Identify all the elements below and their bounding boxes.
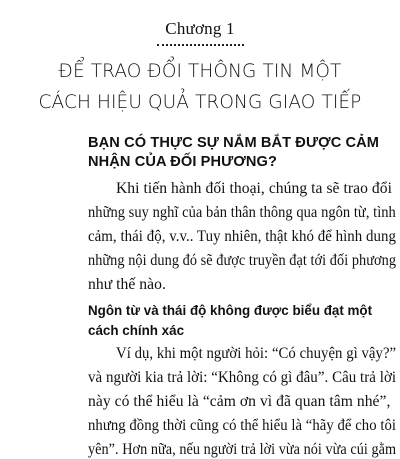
chapter-title-line-2: CÁCH HIỆU QUẢ TRONG GIAO TIẾP [38, 92, 362, 113]
subsection-heading-line-1: Ngôn từ và thái độ không được biểu đạt một [88, 303, 373, 318]
chapter-label: Chương 1 [165, 19, 235, 38]
paragraph-1-line-2: những suy nghĩ của bản thân thông qua ngôn từ, tình [88, 204, 396, 221]
subsection-heading-line-2: cách chính xác [88, 323, 185, 338]
section-heading-line-1: BẠN CÓ THỰC SỰ NẮM BẮT ĐƯỢC CẢM [88, 135, 380, 151]
paragraph-2-line-4: nhưng đồng thời cũng có thể hiểu là “hãy để cho tôi [88, 417, 397, 434]
paragraph-1-line-3: cảm, thái độ, v.v.. Tuy nhiên, thật khó để hình dung [88, 228, 396, 245]
paragraph-2-line-2: và người kia trả lời: “Không có gì đâu”. Câu trả lời [88, 369, 397, 386]
paragraph-1-line-1: Khi tiến hành đối thoại, chúng ta sẽ trao đổi [116, 180, 392, 197]
paragraph-1-line-4: những nội dung đó sẽ được truyền đạt tới đối phương [88, 252, 397, 269]
chapter-title-line-1: ĐỂ TRAO ĐỔI THÔNG TIN MỘT [58, 61, 342, 82]
paragraph-2-line-5: yên”. Hơn nữa, nếu người trả lời vừa nói vừa cúi gằm [88, 441, 397, 458]
paragraph-2-line-3: này có thể hiểu là “cảm ơn vì đã quan tâm nhé”, [88, 393, 391, 410]
paragraph-1-line-5: như thế nào. [88, 276, 166, 293]
chapter-dotted-rule [157, 44, 244, 46]
paragraph-2-line-1: Ví dụ, khi một người hỏi: “Có chuyện gì vậy?” [116, 345, 397, 362]
section-heading-line-2: NHẬN CỦA ĐỐI PHƯƠNG? [88, 154, 277, 170]
